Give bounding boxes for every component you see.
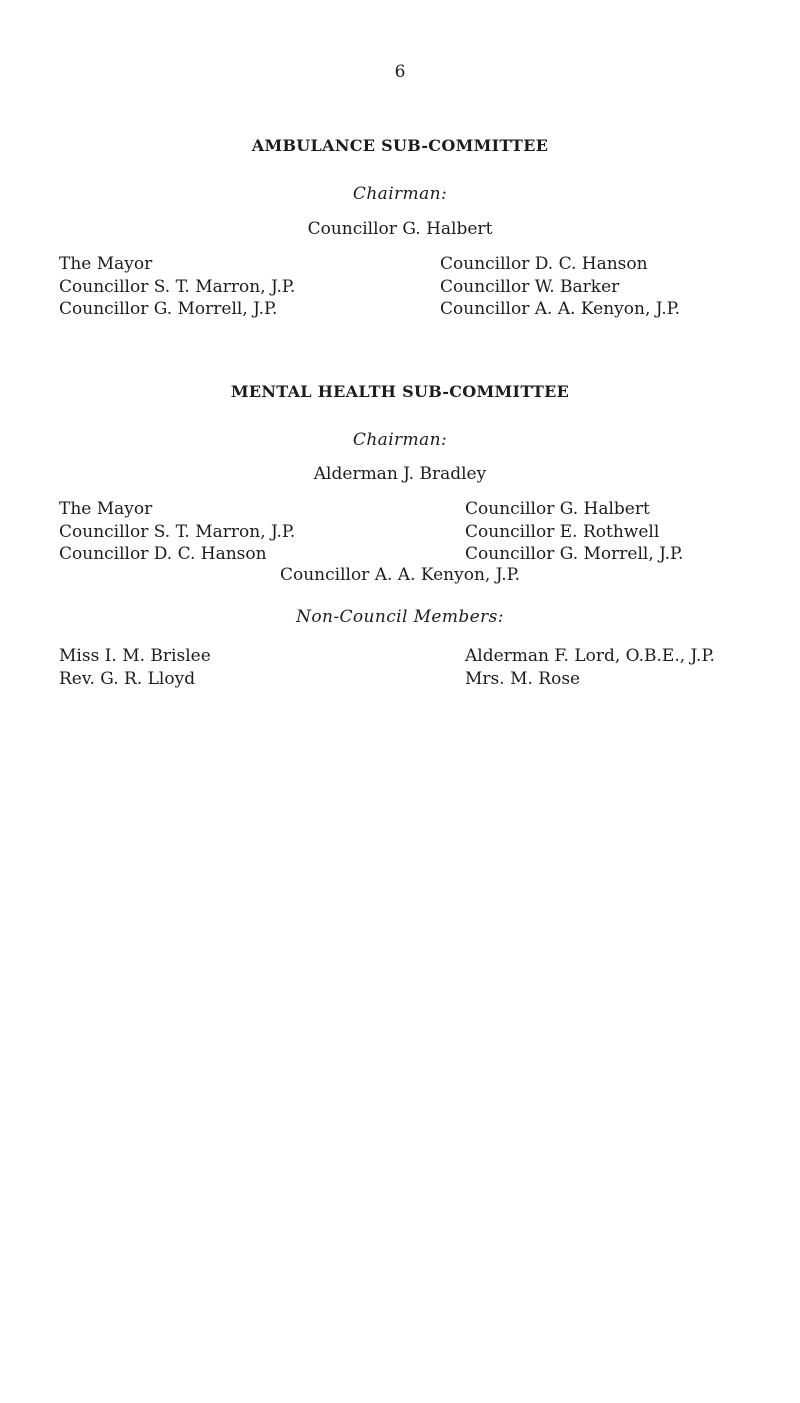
mental-health-chairman-label: Chairman: xyxy=(352,430,448,450)
non-council-members-label: Non-Council Members: xyxy=(296,607,504,627)
member-name: Councillor D. C. Hanson xyxy=(440,254,648,274)
member-name: Councillor S. T. Marron, J.P. xyxy=(59,276,296,297)
member-name: Alderman F. Lord, O.B.E., J.P. xyxy=(465,646,715,666)
non-council-left-members xyxy=(59,645,211,690)
mental-health-centered-member: Councillor A. A. Kenyon, J.P. xyxy=(279,565,521,585)
ambulance-left-members xyxy=(59,253,295,321)
ambulance-heading: AMBULANCE SUB-COMMITTEE xyxy=(251,136,549,155)
member-name: Councillor G. Morrell, J.P. xyxy=(59,299,278,319)
ambulance-chairman-label: Chairman: xyxy=(352,184,448,204)
mental-health-right-members xyxy=(465,498,683,566)
member-name: The Mayor xyxy=(59,254,153,274)
member-name: Councillor D. C. Hanson xyxy=(59,544,267,564)
member-name: The Mayor xyxy=(59,499,153,519)
member-name: Mrs. M. Rose xyxy=(465,668,581,689)
member-name: Councillor G. Morrell, J.P. xyxy=(465,544,684,564)
member-name: Rev. G. R. Lloyd xyxy=(59,668,196,689)
ambulance-chairman: Councillor G. Halbert xyxy=(307,219,493,239)
mental-health-left-members xyxy=(59,498,295,566)
member-name: Councillor S. T. Marron, J.P. xyxy=(59,521,296,542)
ambulance-right-members xyxy=(440,253,680,321)
member-name: Miss I. M. Brislee xyxy=(59,646,211,666)
member-name: Councillor A. A. Kenyon, J.P. xyxy=(440,299,681,319)
non-council-right-members xyxy=(465,645,715,690)
member-name: Councillor W. Barker xyxy=(440,276,620,297)
member-name: Councillor G. Halbert xyxy=(465,499,650,519)
mental-health-chairman: Alderman J. Bradley xyxy=(313,464,487,484)
page-number: 6 xyxy=(394,62,406,82)
mental-health-heading: MENTAL HEALTH SUB-COMMITTEE xyxy=(230,382,570,401)
member-name: Councillor E. Rothwell xyxy=(465,521,660,542)
